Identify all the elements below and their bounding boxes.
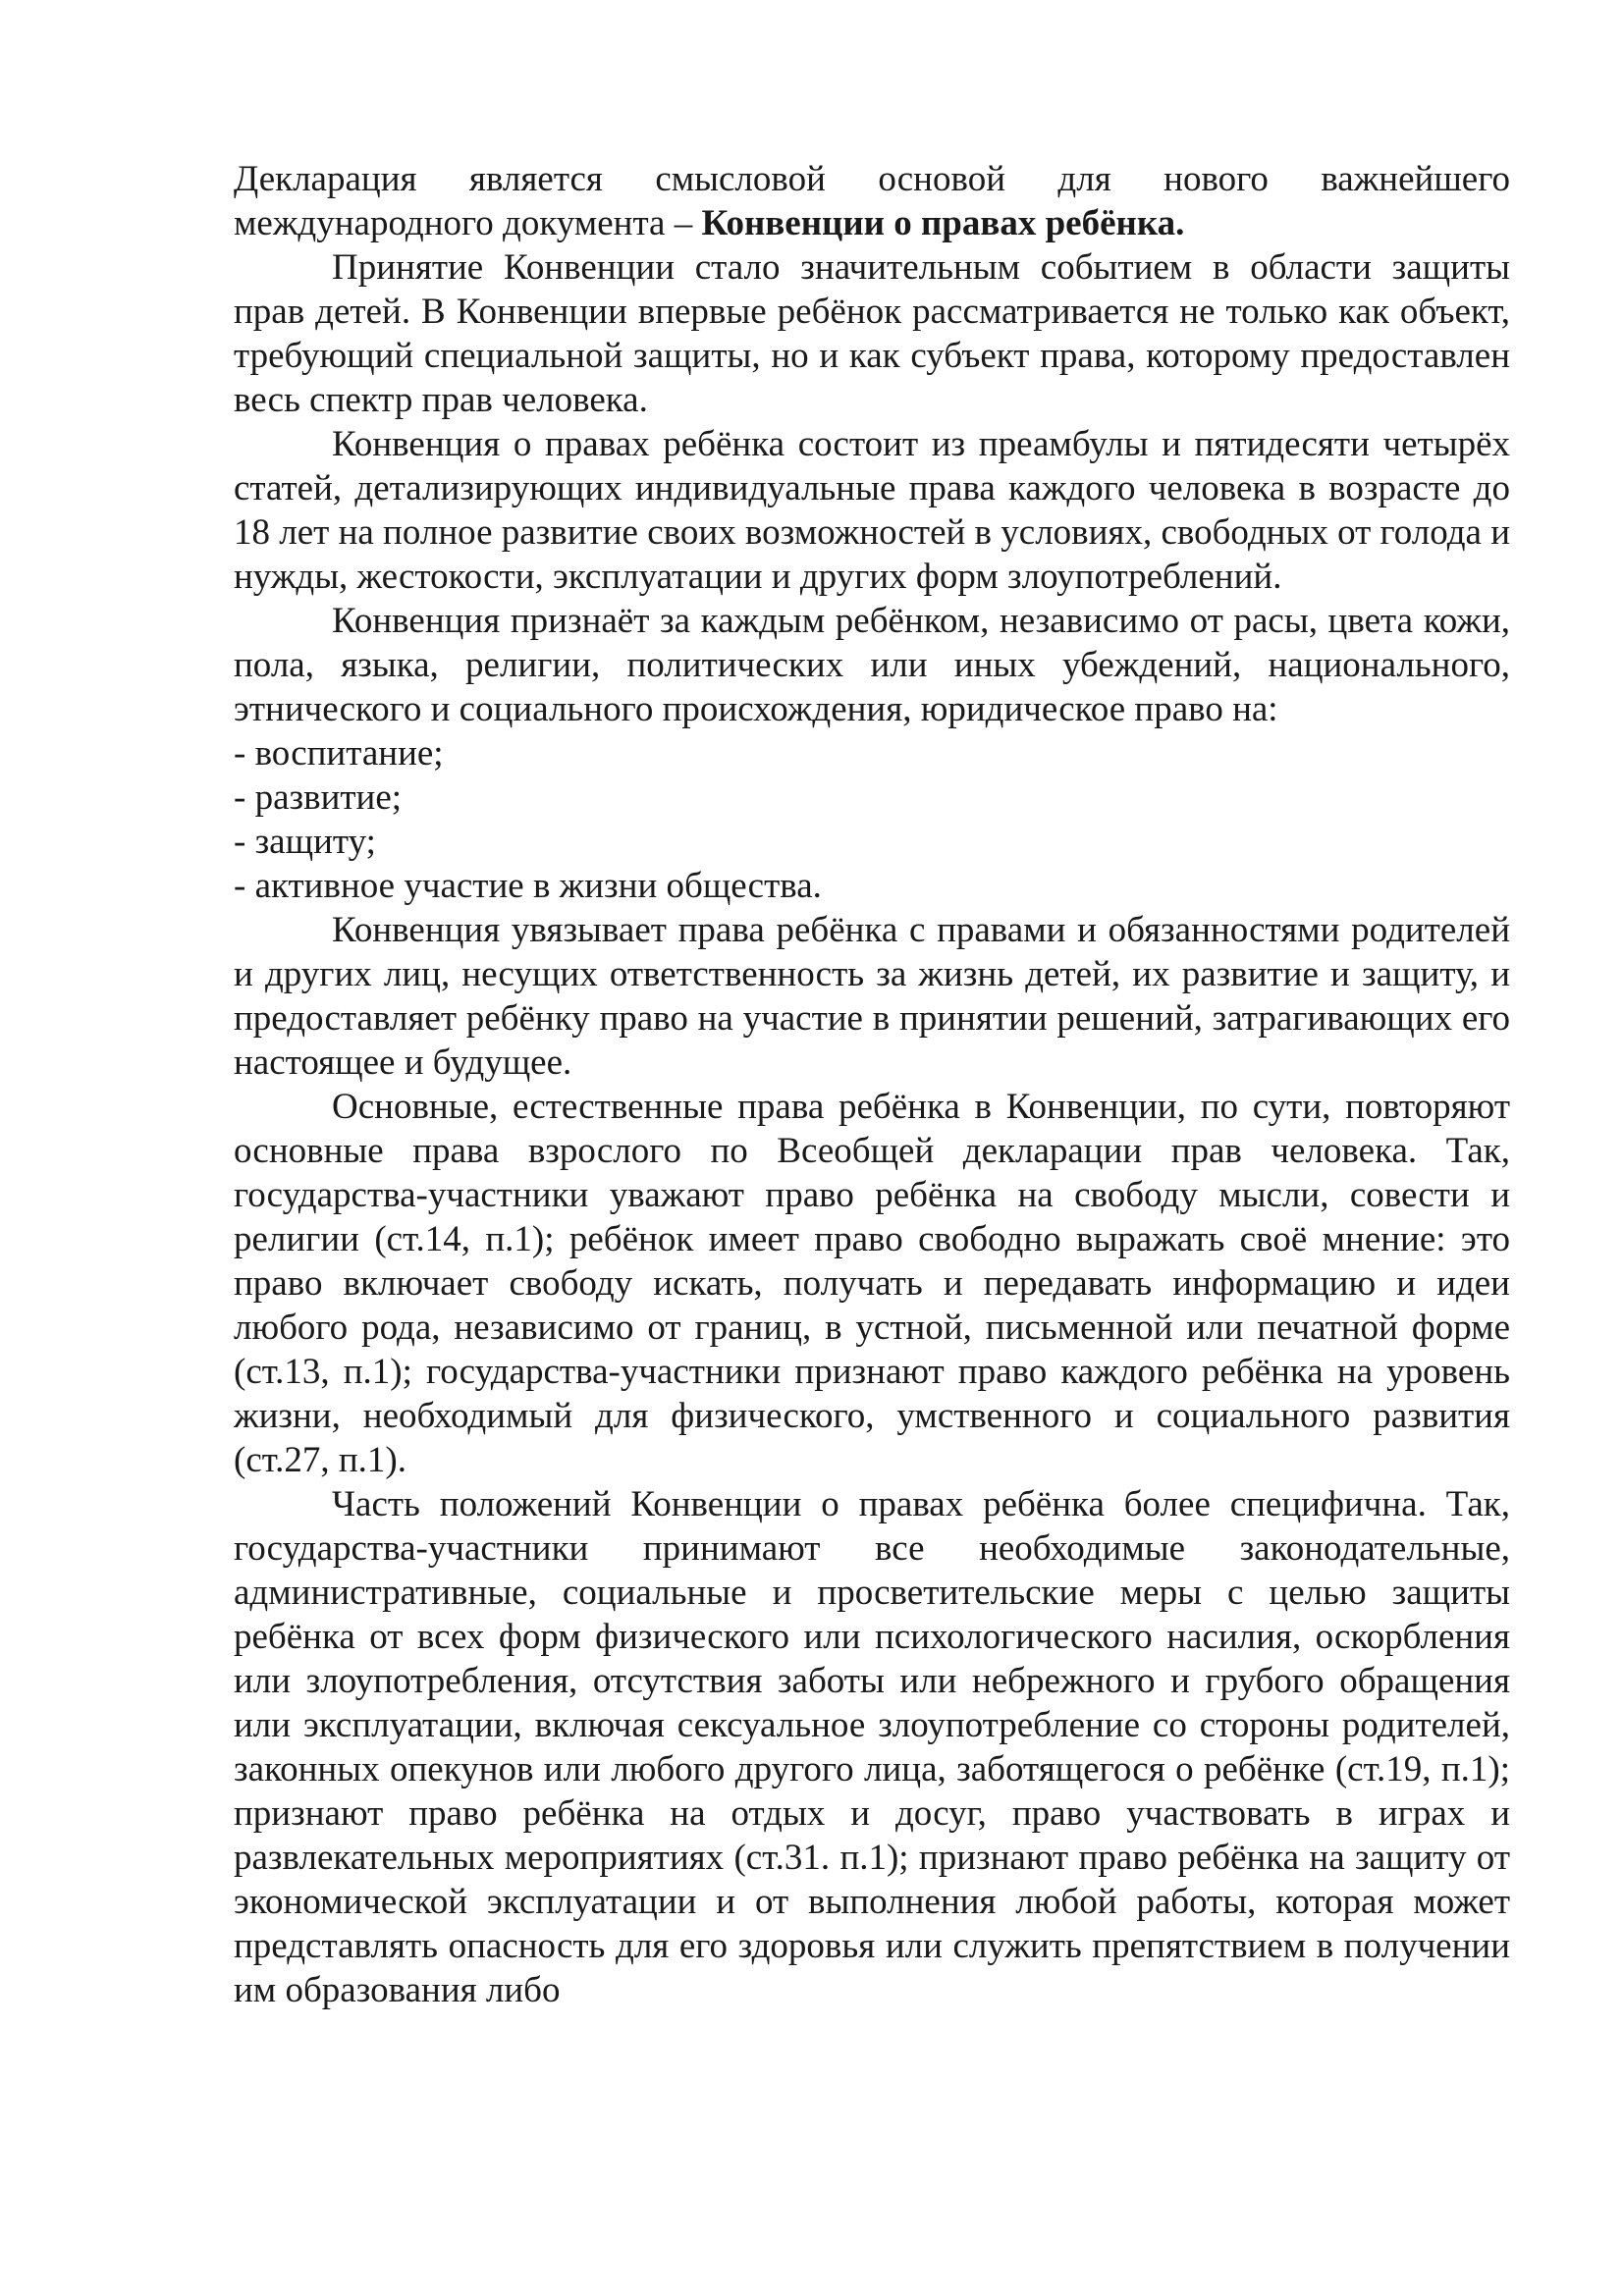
- intro-paragraph: [234, 157, 1510, 245]
- list-item: - активное участие в жизни общества.: [234, 866, 822, 906]
- paragraph-basic-rights: Основные, естественные права ребёнка в Конвенции, по сути, повторяют основные права взрослого по Всеобщей декларации прав человека. Так, государства-участники уважают право ребёнка на свободу мысли, совести и религии (ст.14, п.1); ребёнок имеет право свободно выражать своё мнение: это право включает свободу искать, получать и передавать информацию и идеи любого рода, независимо от границ, в устной, письменной или печатной форме (ст.13, п.1); государства-участники признают право каждого ребёнка на уровень жизни, необходимый для физического, умственного и социального развития (ст.27, п.1).: [234, 1087, 1510, 1480]
- paragraph-specific-provisions: Часть положений Конвенции о правах ребёнка более специфична. Так, государства-участники принимают все необходимые законодательные, административные, социальные и просветительские меры с целью защиты ребёнка от всех форм физического или психологического насилия, оскорбления или злоупотребления, отсутствия заботы или небрежного и грубого обращения или эксплуатации, включая сексуальное злоупотребление со стороны родителей, законных опекунов или любого другого лица, заботящегося о ребёнке (ст.19, п.1); признают право ребёнка на отдых и досуг, право участвовать в играх и развлекательных мероприятиях (ст.31. п.1); признают право ребёнка на защиту от экономической эксплуатации и от выполнения любой работы, которая может представлять опасность для его здоровья или служить препятствием в получении им образования либо: [234, 1484, 1510, 2010]
- convention-title: Конвенции о правах ребёнка.: [701, 203, 1185, 243]
- paragraph-recognition: Конвенция признаёт за каждым ребёнком, независимо от расы, цвета кожи, пола, языка, религии, политических или иных убеждений, национального, этнического и социального происхождения, юридическое право на:: [234, 601, 1510, 729]
- list-item: - воспитание;: [234, 733, 444, 774]
- paragraph-parents: Конвенция увязывает права ребёнка с правами и обязанностями родителей и других лиц, несущих ответственность за жизнь детей, их развитие и защиту, и предоставляет ребёнку право на участие в принятии решений, затрагивающих его настоящее и будущее.: [234, 910, 1510, 1083]
- list-item: - защиту;: [234, 822, 376, 862]
- paragraph-adoption: Принятие Конвенции стало значительным событием в области защиты прав детей. В Конвенции впервые ребёнок рассматривается не только как объект, требующий специальной защиты, но и как субъект права, которому предоставлен весь спектр прав человека.: [234, 247, 1510, 420]
- paragraph-structure: Конвенция о правах ребёнка состоит из преамбулы и пятидесяти четырёх статей, детализирующих индивидуальные права каждого человека в возрасте до 18 лет на полное развитие своих возможностей в условиях, свободных от голода и нужды, жестокости, эксплуатации и других форм злоупотреблений.: [234, 424, 1510, 597]
- list-item: - развитие;: [234, 777, 403, 818]
- document-page: [234, 157, 1510, 2012]
- intro-text: Декларация является смысловой основой для нового важнейшего международного документа –: [234, 159, 1510, 243]
